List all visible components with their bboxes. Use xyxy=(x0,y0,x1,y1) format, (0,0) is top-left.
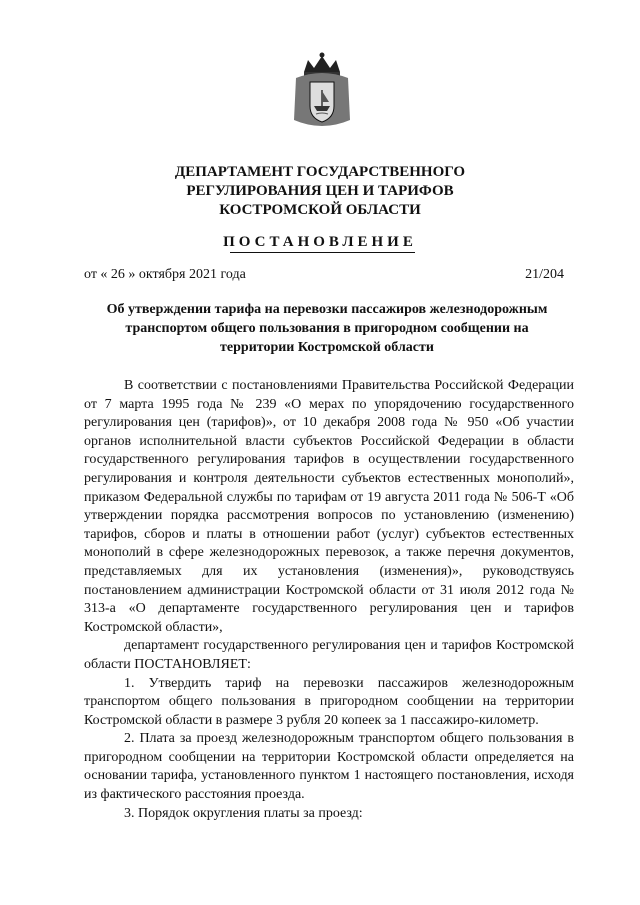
header-line: РЕГУЛИРОВАНИЯ ЦЕН И ТАРИФОВ xyxy=(186,183,454,199)
header-line: ДЕПАРТАМЕНТ ГОСУДАРСТВЕННОГО xyxy=(174,164,466,180)
department-header xyxy=(100,163,540,220)
paragraph: 2. Плата за проезд железнодорожным транспортом общего пользования в пригородном сообщении на территории Костромской области определяется на основании тарифа, установленного пунктом 1 настоящего постановления, исходя из фактического расстояния проезда. xyxy=(84,731,574,803)
document-type: ПОСТАНОВЛЕНИЕ xyxy=(223,234,417,250)
header-line: КОСТРОМСКОЙ ОБЛАСТИ xyxy=(219,202,421,218)
coat-of-arms-icon xyxy=(290,50,354,132)
divider xyxy=(230,252,415,253)
title-line: транспортом общего пользования в пригородном сообщении на xyxy=(125,321,529,336)
paragraph: В соответствии с постановлениями Правительства Российской Федерации от 7 марта 1995 года № 239 «О мерах по упорядочению государственного регулирования цен (тарифов)», от 10 декабря 2008 года № 950 «Об участии органов исполнительной власти субъектов Российской Федерации в области государственного регулирования тарифов в осуществлении государственного регулирования и контроля деятельности субъектов естественных монополий», приказом Федеральной службы по тарифам от 19 августа 2011 года № 506-Т «Об утверждении порядка рассмотрения вопросов по установлению (изменению) тарифов, сборов и платы в отношении работ (услуг) субъектов естественных монополий в сфере железнодорожных перевозок, а также перечня документов, представляемых для их установления (изменения)», руководствуясь постановлением администрации Костромской области от 31 июля 2012 года № 313-а «О департаменте государственного регулирования цен и тарифов Костромской области», xyxy=(84,378,574,635)
document-date: от « 26 » октября 2021 года xyxy=(84,267,246,282)
paragraph: 1. Утвердить тариф на перевозки пассажиров железнодорожным транспортом общего пользования в пригородном сообщении на территории Костромской области в размере 3 рубля 20 копеек за 1 пассажиро-километр. xyxy=(84,675,574,728)
document-title xyxy=(84,300,570,357)
date-number-line xyxy=(84,267,564,283)
document-body xyxy=(84,377,574,823)
title-line: Об утверждении тарифа на перевозки пассажиров железнодорожным xyxy=(106,302,548,317)
paragraph: 3. Порядок округления платы за проезд: xyxy=(124,805,363,821)
title-line: территории Костромской области xyxy=(220,340,434,355)
paragraph: департамент государственного регулирования цен и тарифов Костромской области ПОСТАНОВЛЯЕТ: xyxy=(84,638,574,672)
document-number: 21/204 xyxy=(525,267,564,282)
